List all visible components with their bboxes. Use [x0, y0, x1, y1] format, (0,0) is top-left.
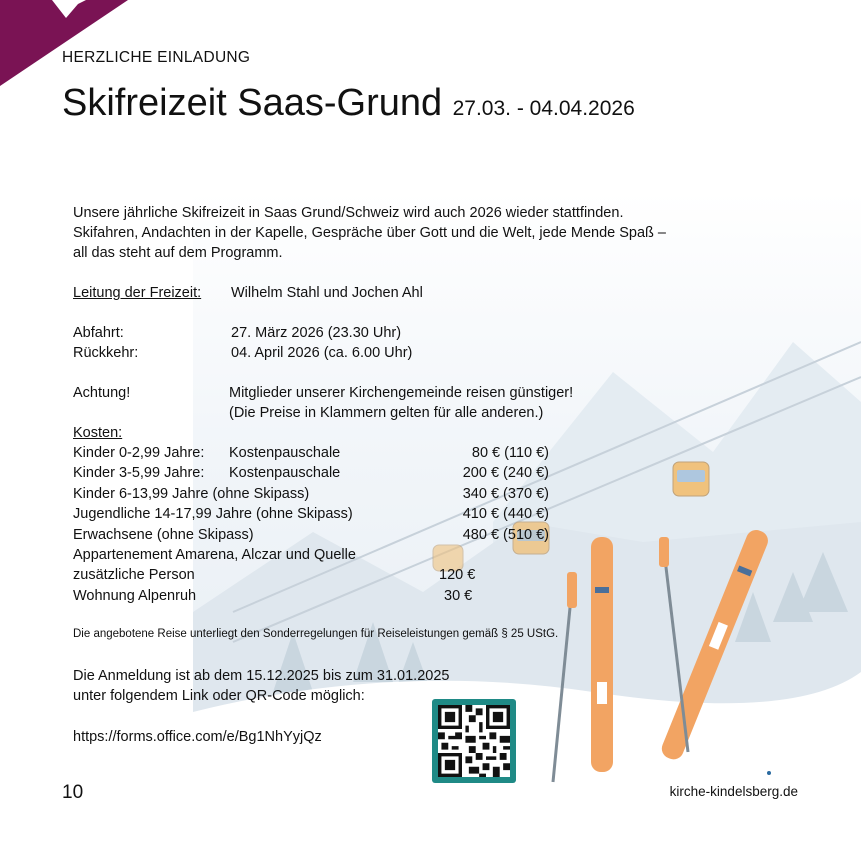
cost-price: 480 € (510 €): [462, 526, 549, 543]
cost-row: [73, 484, 773, 504]
cost-note: Kostenpauschale: [229, 445, 341, 461]
leitung-row: [73, 283, 773, 303]
page-number: 10: [62, 782, 84, 803]
intro-line: all das steht auf dem Programm.: [73, 245, 283, 261]
rueckkehr-row: [73, 343, 773, 363]
intro-line: Unsere jährliche Skifreizeit in Saas Grund/Schweiz wird auch 2026 wieder stattfinden.: [73, 205, 624, 221]
registration-link[interactable]: https://forms.office.com/e/Bg1NhYyjQz: [73, 729, 322, 745]
cost-price: 80 € (110 €): [471, 445, 549, 461]
achtung-line2: (Die Preise in Klammern gelten für alle anderen.): [229, 405, 544, 421]
kicker: HERZLICHE EINLADUNG: [62, 49, 251, 66]
achtung-row-2: [73, 403, 773, 423]
abfahrt-row: [73, 323, 773, 343]
intro-text: [73, 203, 773, 263]
cost-label: Jugendliche 14-17,99 Jahre (ohne Skipass): [73, 506, 353, 523]
cost-label: Wohnung Alpenruh: [73, 587, 197, 604]
achtung-label: Achtung!: [73, 385, 131, 401]
cost-label: Appartenement Amarena, Alczar und Quelle: [73, 546, 356, 563]
title-row: [62, 82, 635, 125]
cost-price: 200 € (240 €): [462, 465, 549, 482]
registration-line: unter folgendem Link oder QR-Code möglich:: [73, 688, 365, 704]
cost-label: Erwachsene (ohne Skipass): [73, 526, 254, 543]
cost-row: [73, 565, 773, 585]
cost-row: [73, 504, 773, 524]
cost-label: zusätzliche Person: [73, 567, 195, 584]
achtung-row: [73, 383, 773, 403]
cost-price: 30 €: [444, 587, 473, 604]
page-title: Skifreizeit Saas-Grund: [62, 82, 443, 124]
intro-line: Skifahren, Andachten in der Kapelle, Gespräche über Gott und die Welt, jede Mende Spaß –: [73, 225, 666, 241]
cost-note: Kostenpauschale: [229, 465, 341, 482]
costs-heading: Kosten:: [73, 425, 123, 441]
cost-price: 340 € (370 €): [462, 485, 549, 502]
legal-note: Die angebotene Reise unterliegt den Sonderregelungen für Reiseleistungen gemäß § 25 UStG.: [73, 628, 559, 640]
leitung-label: Leitung der Freizeit:: [73, 285, 202, 301]
cost-label: Kinder 6-13,99 Jahre (ohne Skipass): [73, 485, 310, 502]
cost-row: [73, 525, 773, 545]
registration-text: [73, 666, 449, 706]
site-url[interactable]: kirche-kindelsberg.de: [669, 784, 798, 799]
cost-label: Kinder 0-2,99 Jahre:: [73, 445, 205, 461]
qr-code[interactable]: [432, 699, 516, 783]
cost-row: [73, 586, 773, 606]
cost-price: 410 € (440 €): [462, 506, 549, 523]
abfahrt-value: 27. März 2026 (23.30 Uhr): [231, 325, 402, 341]
cost-price: 120 €: [439, 567, 476, 584]
leitung-value: Wilhelm Stahl und Jochen Ahl: [231, 285, 423, 301]
cost-row: [73, 463, 773, 483]
cost-row: [73, 443, 773, 463]
content: [73, 203, 773, 606]
corner-decoration: [0, 0, 130, 90]
registration-line: Die Anmeldung ist ab dem 15.12.2025 bis zum 31.01.2025: [73, 668, 450, 684]
event-dates: 27.03. - 04.04.2026: [452, 97, 635, 120]
achtung-line1: Mitglieder unserer Kirchengemeinde reisen günstiger!: [229, 385, 574, 401]
qr-pattern: [438, 705, 510, 777]
rueckkehr-label: Rückkehr:: [73, 345, 139, 361]
dot-marker: [767, 771, 771, 775]
abfahrt-label: Abfahrt:: [73, 325, 124, 341]
costs-heading-row: [73, 423, 773, 443]
cost-label: Kinder 3-5,99 Jahre:: [73, 465, 205, 482]
qr-icon: [438, 705, 510, 777]
cost-row: [73, 545, 773, 565]
rueckkehr-value: 04. April 2026 (ca. 6.00 Uhr): [231, 345, 413, 361]
